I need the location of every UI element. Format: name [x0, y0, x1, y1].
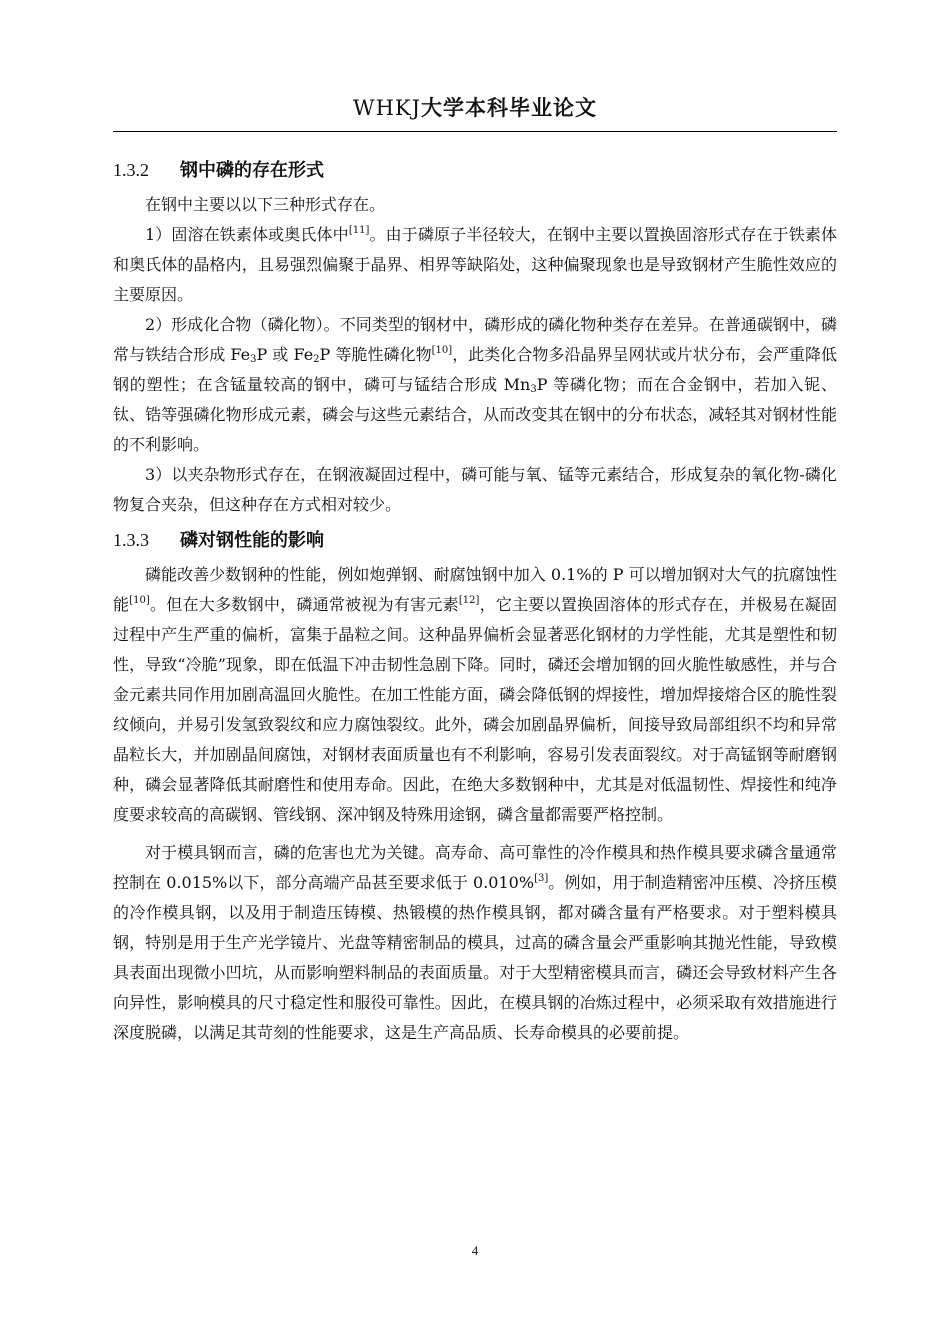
citation: [10]	[431, 345, 453, 356]
header-title-cn: 大学本科毕业论文	[421, 96, 597, 120]
paragraph-die-steel: 对于模具钢而言，磷的危害也尤为关键。高寿命、高可靠性的冷作模具和热作模具要求磷含量通常控制在 0.015%以下，部分高端产品甚至要求低于 0.010%[3]。例如，用于制造精密冲压模、冷挤压模的冷作模具钢，以及用于制造压铸模、热锻模的热作模具钢，都对磷含量有严格要求。对于塑料模具钢，特别是用于生产光学镜片、光盘等精密制品的模具，过高的磷含量会严重影响其抛光性能，导致模具表面出现微小凹坑，从而影响塑料制品的表面质量。对于大型精密模具而言，磷还会导致材料产生各向异性，影响模具的尺寸稳定性和服役可靠性。因此，在模具钢的冶炼过程中，必须采取有效措施进行深度脱磷，以满足其苛刻的性能要求，这是生产高品质、长寿命模具的必要前提。	[113, 843, 837, 1042]
header-rule	[113, 131, 837, 132]
paragraph-solid-solution: 1）固溶在铁素体或奥氏体中[11]。由于磷原子半径较大，在钢中主要以置换固溶形式存在于铁素体和奥氏体的晶格内，且易强烈偏聚于晶界、相界等缺陷处，这种偏聚现象也是导致钢材产生脆性效应的主要原因。	[113, 225, 837, 304]
page-body	[113, 150, 837, 1048]
section-number: 1.3.3	[113, 530, 149, 550]
header-title-latin: WHKJ	[352, 96, 421, 120]
citation: [12]	[458, 595, 480, 606]
subscript: 3	[530, 384, 537, 395]
paragraph-effects: 磷能改善少数钢种的性能，例如炮弹钢、耐腐蚀钢中加入 0.1%的 P 可以增加钢对大气的抗腐蚀性能[10]。但在大多数钢中，磷通常被视为有害元素[12]，它主要以置换固溶体的形式存在，并极易在凝固过程中产生严重的偏析，富集于晶粒之间。这种晶界偏析会显著恶化钢材的力学性能，尤其是塑性和韧性，导致“冷脆”现象，即在低温下冲击韧性急剧下降。同时，磷还会增加钢的回火脆性敏感性，并与合金元素共同作用加剧高温回火脆性。在加工性能方面，磷会降低钢的焊接性，增加焊接熔合区的脆性裂纹倾向，并易引发氢致裂纹和应力腐蚀裂纹。此外，磷会加剧晶界偏析，间接导致局部组织不均和异常晶粒长大，并加剧晶间腐蚀，对钢材表面质量也有不利影响，容易引发表面裂纹。对于高锰钢等耐磨钢种，磷会显著降低其耐磨性和使用寿命。因此，在绝大多数钢种中，尤其是对低温韧性、焊接性和纯净度要求较高的高碳钢、管线钢、深冲钢及特殊用途钢，磷含量都需要严格控制。	[113, 565, 837, 824]
citation: [10]	[129, 595, 150, 606]
citation: [3]	[534, 873, 549, 884]
paragraph-intro: 在钢中主要以以下三种形式存在。	[145, 195, 386, 214]
section-number: 1.3.2	[113, 160, 149, 180]
section-heading-1-3-2	[113, 150, 837, 190]
section-title: 钢中磷的存在形式	[180, 160, 324, 181]
section-heading-1-3-3	[113, 520, 837, 560]
paragraph-phosphides: 2）形成化合物（磷化物）。不同类型的钢材中，磷形成的磷化物种类存在差异。在普通碳钢中，磷常与铁结合形成 $Fe_3P$ 或 $Fe_2P$ 等脆性磷化物[10]，此类化合物多沿晶界呈网状或片状分布，会严重降低钢的塑性；在含锰量较高的钢中，磷可与锰结合形成 $Mn_3P$ 等磷化物；而在合金钢中，若加入铌、钛、锆等强磷化物形成元素，磷会与这些元素结合，从而改变其在钢中的分布状态，减轻其对钢材性能的不利影响。	[113, 315, 837, 454]
subscript: 2	[313, 354, 320, 365]
paragraph-inclusions: 3）以夹杂物形式存在，在钢液凝固过程中，磷可能与氧、锰等元素结合，形成复杂的氧化物-磷化物复合夹杂，但这种存在方式相对较少。	[113, 465, 837, 514]
running-header	[0, 92, 950, 122]
section-title: 磷对钢性能的影响	[180, 530, 324, 551]
page-number: 4	[471, 1243, 479, 1258]
citation: [11]	[348, 225, 370, 236]
subscript: 3	[250, 354, 257, 365]
